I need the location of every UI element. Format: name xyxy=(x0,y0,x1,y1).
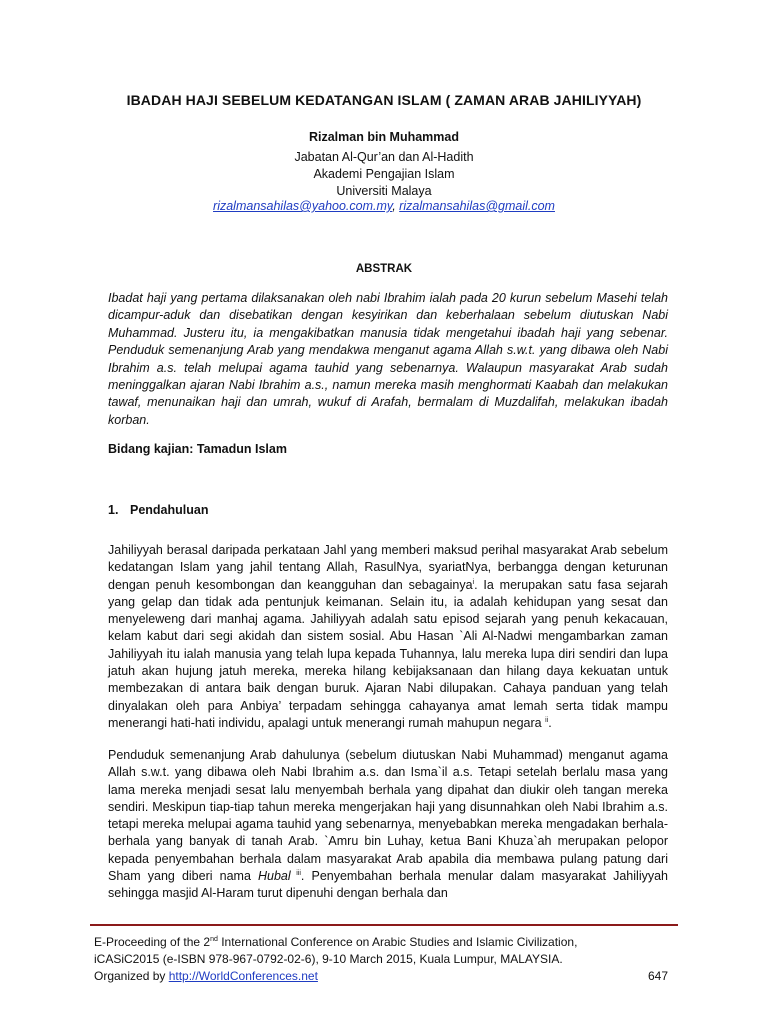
para1-text-b: . Ia merupakan satu fasa sejarah yang gelap dan tidak ada pentunjuk keimanan. Selain itu, ia adalah kehidupan yang sesat dan menyeleweng dari manhaj agama. Jahiliyyah adalah satu episod sejarah yang penuh kekacauan, kelam kabut dari segi akidah dan sistem sosial. Abu Hasan `Ali Al-Nadwi mengambarkan zaman Jahiliyyah itu ialah manusia yang telah lupa kepada Tuhannya, lalu mereka lupa diri sendiri dan lupa jatuh akan hujung jatuh mereka, mereka hilang kebijaksanaan dan hilang daya kekuatan untuk membezakan di antara baik dengan buruk. Ajaran Nabi dilupakan. Cahaya panduan yang telah dinyalakan oleh para Anbiya’ terpadam sehingga cahayanya amat lemah serta tidak mampu menerangi hati-hati individu, apalagi untuk menerangi rumah mahupun negara xyxy=(108,577,668,730)
affiliation-academy: Akademi Pengajian Islam xyxy=(313,167,455,181)
footnote-marker-iii[interactable]: iii xyxy=(290,869,301,877)
footer-text-a: E-Proceeding of the 2 xyxy=(94,935,211,949)
organized-label: Organized by xyxy=(94,969,169,983)
hubal-term: Hubal xyxy=(258,869,291,884)
organizer-link[interactable]: http://WorldConferences.net xyxy=(168,969,318,983)
author-name: Rizalman bin Muhammad xyxy=(308,130,460,144)
page-footer xyxy=(94,934,674,985)
section-title: Pendahuluan xyxy=(130,503,209,517)
affiliation-university: Universiti Malaya xyxy=(336,184,432,198)
para1-text-a: Jahiliyyah berasal daripada perkataan Jahl yang memberi maksud perihal masyarakat Arab sebelum kedatangan Islam yang jahil tentang Allah, RasulNya, syariatNya, berbangga dengan keturunan dengan penuh kesombongan dan keangguhan dan sebagainya xyxy=(108,543,668,592)
abstract-heading: ABSTRAK xyxy=(355,263,413,275)
field-of-study: Bidang kajian: Tamadun Islam xyxy=(108,442,287,456)
page-number: 647 xyxy=(647,969,668,983)
footer-line-1 xyxy=(94,934,674,951)
author-emails xyxy=(0,199,768,213)
footer-ordinal: nd xyxy=(210,936,218,943)
email-link-yahoo[interactable]: rizalmansahilas@yahoo.com.my xyxy=(213,199,393,213)
footer-line-2: iCASiC2015 (e-ISBN 978-967-0792-02-6), 9-10 March 2015, Kuala Lumpur, MALAYSIA. xyxy=(94,952,563,966)
footnote-marker-i[interactable]: i xyxy=(472,578,475,586)
abstract-text: Ibadat haji yang pertama dilaksanakan oleh nabi Ibrahim ialah pada 20 kurun sebelum Masehi telah dicampur-aduk dan disebatikan dengan kesyirikan dan keberhalaan sebelum diutuskan Nabi Muhammad. Justeru itu, ia mengakibatkan manusia tidak mengetahui ibadah haji yang sebenar. Penduduk semenanjung Arab yang mendakwa menganut agama Allah s.w.t. yang dibawa oleh Nabi Ibrahim a.s. telah melupai agama tauhid yang sebenarnya. Walaupun masyarakat Arab sudah meninggalkan ajaran Nabi Ibrahim a.s., namun mereka masih menghormati Kaabah dan melakukan tawaf, menunaikan haji dan umrah, wukuf di Arafah, bermalam di Muzdalifah, melakukan ibadah korban. xyxy=(108,291,668,427)
footer-divider xyxy=(90,924,678,926)
section-heading xyxy=(108,503,208,517)
footnote-marker-ii[interactable]: ii xyxy=(545,716,549,724)
body-paragraph-1 xyxy=(108,542,668,732)
email-link-gmail[interactable]: rizalmansahilas@gmail.com xyxy=(399,199,555,213)
footer-text-b: International Conference on Arabic Studies and Islamic Civilization, xyxy=(217,935,578,949)
footer-line-3 xyxy=(94,968,674,985)
body-paragraph-2 xyxy=(108,747,668,903)
para1-text-c: . xyxy=(548,715,552,730)
email-separator: , xyxy=(392,199,400,213)
para2-text-b: . Penyembahan berhala menular dalam masyarakat Jahiliyyah sehingga masjid Al-Haram turut dipenuhi dengan berhala dan xyxy=(108,869,668,901)
affiliation-department: Jabatan Al-Qur’an dan Al-Hadith xyxy=(294,150,474,164)
section-number: 1. xyxy=(108,503,119,517)
paper-title: IBADAH HAJI SEBELUM KEDATANGAN ISLAM ( ZAMAN ARAB JAHILIYYAH) xyxy=(126,92,642,108)
para2-text-a: Penduduk semenanjung Arab dahulunya (sebelum diutuskan Nabi Muhammad) menganut agama Allah s.w.t. yang dibawa oleh Nabi Ibrahim a.s. dan Isma`il a.s. Tetapi setelah berlalu masa yang lama mereka menjadi sesat lalu menyembah berhala yang dipahat dan diukir oleh tangan mereka sendiri. Meskipun tiap-tiap tahun mereka mengerjakan haji yang disunnahkan oleh Nabi Ibrahim a.s. tetapi mereka melupai agama tauhid yang sebenarnya, menyebabkan mereka mengadakan berhala-berhala yang banyak di tanah Arab. `Amru bin Luhay, ketua Bani Khuza`ah merupakan pelopor kepada penyembahan berhala dalam masyarakat Arab apabila dia membawa pulang patung dari Sham yang diberi nama xyxy=(108,748,668,884)
